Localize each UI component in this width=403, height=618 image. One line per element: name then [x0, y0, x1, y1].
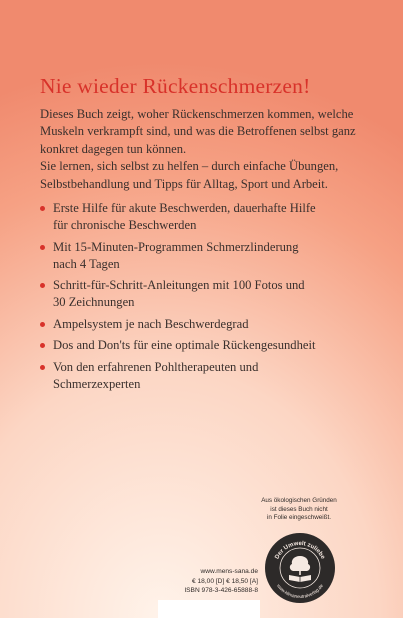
barcode-area: [158, 600, 260, 618]
feature-line: Von den erfahrenen Pohltherapeuten und: [53, 359, 259, 374]
intro-line: konkret dagegen tun können.: [40, 141, 187, 156]
bullet-dot-icon: [40, 365, 45, 370]
feature-item: [40, 316, 380, 333]
imprint: [184, 567, 258, 596]
headline: Nie wieder Rückenschmerzen!: [40, 74, 311, 98]
eco-note-line: in Folie eingeschweißt.: [266, 514, 332, 522]
isbn: ISBN 978-3-426-65888-8: [184, 587, 258, 595]
bullet-dot-icon: [40, 343, 45, 348]
feature-line: Schritt-für-Schritt-Anleitungen mit 100 Fotos und: [53, 278, 305, 293]
eco-seal-icon: [264, 532, 336, 604]
publisher-website: www.mens-sana.de: [200, 568, 258, 575]
intro-line: Muskeln verkrampft sind, und was die Betroffenen selbst ganz: [40, 124, 356, 139]
seal-ring-text: Der Umwelt zuliebe: [274, 540, 326, 561]
feature-item: [40, 239, 380, 273]
feature-item: [40, 359, 380, 393]
feature-line: nach 4 Tagen: [53, 256, 120, 271]
seal-url: www.klimaneutralverlag.de: [275, 583, 325, 600]
eco-note-line: Aus ökologischen Gründen: [261, 497, 337, 504]
bullet-dot-icon: [40, 206, 45, 211]
bullet-dot-icon: [40, 322, 45, 327]
feature-item: [40, 200, 380, 234]
feature-line: für chronische Beschwerden: [53, 218, 197, 233]
intro-line: Dieses Buch zeigt, woher Rückenschmerzen kommen, welche: [40, 107, 354, 121]
feature-line: 30 Zeichnungen: [53, 295, 135, 310]
feature-line: Mit 15-Minuten-Programmen Schmerzlinderung: [53, 239, 299, 254]
intro-text: [40, 106, 380, 193]
feature-line: Ampelsystem je nach Beschwerdegrad: [53, 316, 249, 331]
intro-line: Selbstbehandlung und Tipps für Alltag, Sport und Arbeit.: [40, 176, 328, 191]
feature-item: [40, 337, 380, 354]
eco-note: [240, 497, 358, 523]
feature-list: [40, 200, 380, 397]
feature-line: Dos and Don'ts für eine optimale Rückengesundheit: [53, 338, 316, 353]
feature-item: [40, 277, 380, 311]
intro-line: Sie lernen, sich selbst zu helfen – durch einfache Übungen,: [40, 159, 339, 174]
feature-line: Schmerzexperten: [53, 376, 141, 391]
price: € 18,00 [D] € 18,50 [A]: [192, 577, 258, 585]
eco-note-line: ist dieses Buch nicht: [270, 505, 328, 513]
feature-line: Erste Hilfe für akute Beschwerden, dauerhafte Hilfe: [53, 201, 316, 215]
bullet-dot-icon: [40, 245, 45, 250]
bullet-dot-icon: [40, 283, 45, 288]
